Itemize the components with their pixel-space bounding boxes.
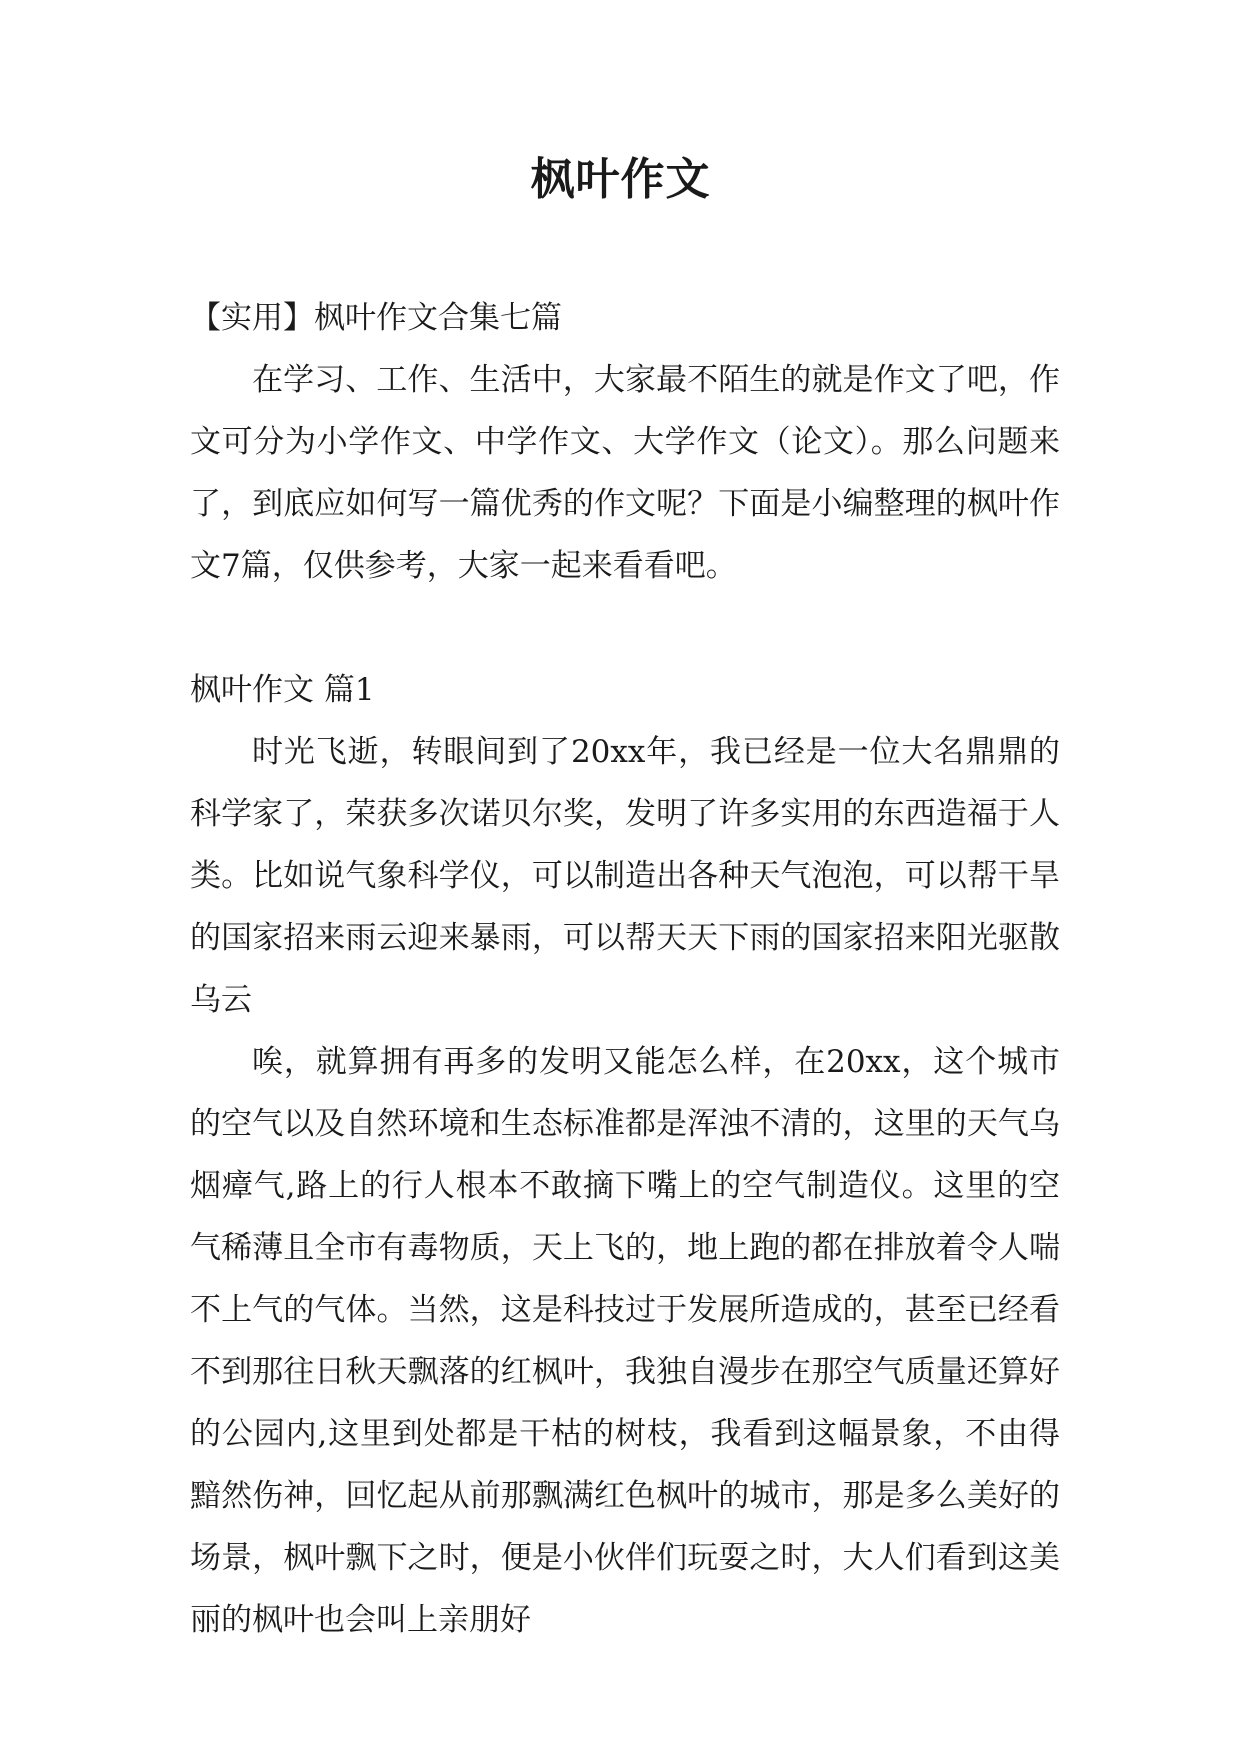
document-title: 枫叶作文 — [530, 154, 711, 205]
section-heading: 枫叶作文 篇1 — [190, 672, 375, 708]
collection-subtitle: 【实用】枫叶作文合集七篇 — [190, 300, 562, 336]
section-spacer — [190, 597, 1060, 659]
intro-paragraph: 在学习、工作、生活中，大家最不陌生的就是作文了吧，作文可分为小学作文、中学作文、大学作文（论文）。那么问题来了，到底应如何写一篇优秀的作文呢？下面是小编整理的枫叶作文7篇，仅供参考，大家一起来看看吧。 — [190, 362, 1060, 584]
body-paragraph-2: 唉，就算拥有再多的发明又能怎么样，在20xx，这个城市的空气以及自然环境和生态标准都是浑浊不清的，这里的天气乌烟瘴气,路上的行人根本不敢摘下嘴上的空气制造仪。这里的空气稀薄且全市有毒物质，天上飞的，地上跑的都在排放着令人喘不上气的气体。当然，这是科技过于发展所造成的，甚至已经看不到那往日秋天飘落的红枫叶，我独自漫步在那空气质量还算好的公园内,这里到处都是干枯的树枝，我看到这幅景象，不由得黯然伤神，回忆起从前那飘满红色枫叶的城市，那是多么美好的场景，枫叶飘下之时，便是小伙伴们玩耍之时，大人们看到这美丽的枫叶也会叫上亲朋好 — [190, 1044, 1060, 1638]
body-paragraph-1: 时光飞逝，转眼间到了20xx年，我已经是一位大名鼎鼎的科学家了，荣获多次诺贝尔奖，发明了许多实用的东西造福于人类。比如说气象科学仪，可以制造出各种天气泡泡，可以帮干旱的国家招来雨云迎来暴雨，可以帮天天下雨的国家招来阳光驱散乌云 — [190, 734, 1060, 1018]
document-body — [190, 287, 1060, 1651]
